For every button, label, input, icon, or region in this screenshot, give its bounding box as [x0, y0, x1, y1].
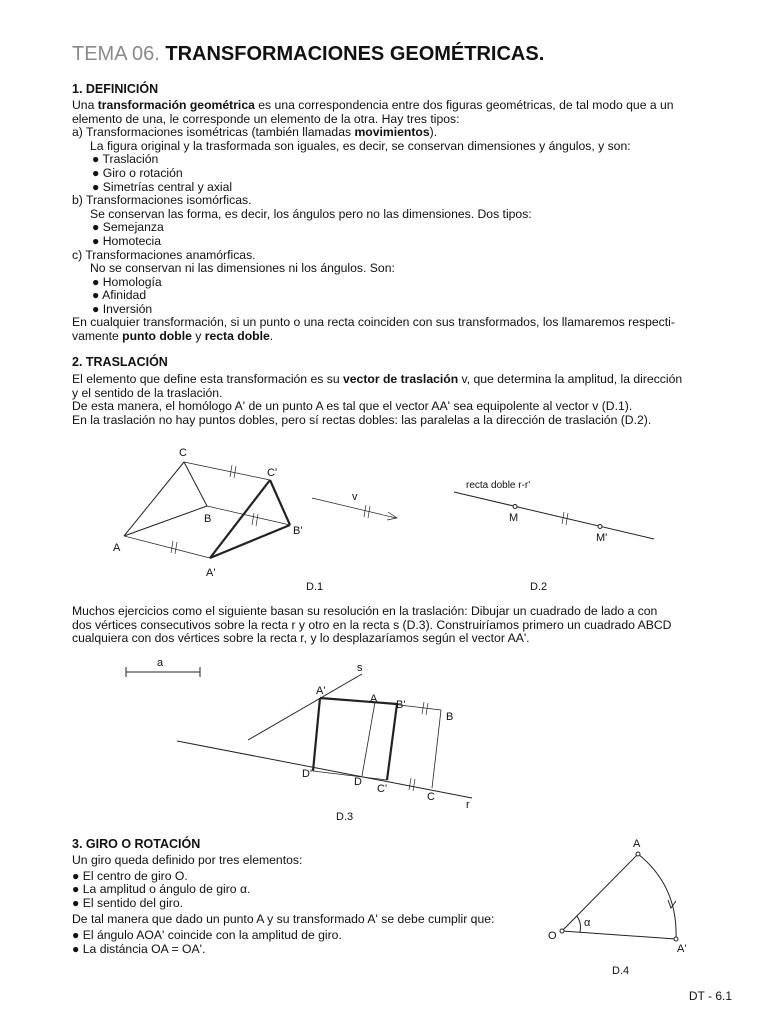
d2-label: recta doble r-r' [466, 480, 531, 491]
d3-label-c: C [427, 791, 435, 803]
text: c) Transformaciones anamórficas. [72, 247, 256, 262]
d1-caption: D.1 [306, 581, 324, 593]
topic-title: TRANSFORMACIONES GEOMÉTRICAS. [165, 43, 545, 65]
d3-label-r: r [466, 799, 470, 811]
d3-label-bp: B' [396, 699, 406, 711]
list-item: ● Inversión [92, 301, 153, 316]
d1-label-v: v [352, 491, 358, 503]
list-item: ● El centro de giro O. [72, 868, 188, 883]
section-1-final [72, 316, 752, 343]
list-item: ● Afinidad [92, 288, 147, 303]
d1-label-ap: A' [206, 567, 216, 579]
list-item: ● Simetrías central y axial [92, 179, 233, 194]
text: En cualquier transformación, si un punto o una recta coinciden con sus transformados, los llamaremos respecti- [72, 315, 675, 329]
section-1-heading: 1. DEFINICIÓN [72, 82, 159, 96]
d4-label-ap: A' [677, 943, 687, 955]
text: De esta manera, el homólogo A' de un punto A es tal que el vector AA' sea equipolente al vector v (D.1). [72, 399, 633, 414]
term-recta-doble: recta doble [204, 328, 270, 343]
text: b) Transformaciones isomórficas. [72, 193, 252, 208]
d3-label-cp: C' [377, 783, 388, 795]
text: elemento de una, le corresponde un elemento de la otra. Hay tres tipos: [72, 111, 460, 126]
text: Un giro queda definido por tres elementos: [72, 853, 303, 867]
section-3-body [72, 854, 542, 956]
figure-d3 [0, 652, 768, 832]
text: Muchos ejercicios como el siguiente basan su resolución en la traslación: Dibujar un cuadrado de lado a con [72, 604, 658, 618]
d2-caption: D.2 [530, 581, 548, 593]
text: De tal manera que dado un punto A y su transformado A' se debe cumplir que: [72, 912, 495, 927]
d1-label-bp: B' [293, 525, 303, 537]
text: vamente [72, 328, 123, 343]
d3-label-dp: D' [302, 768, 313, 780]
text: Se conservan las forma, es decir, los ángulos pero no las dimensiones. Dos tipos: [90, 206, 532, 221]
text: a) Transformaciones isométricas (también llamadas [72, 125, 355, 140]
list-item: ● La distáncia OA = OA'. [72, 941, 206, 956]
list-item: ● Homología [92, 274, 162, 289]
section-2-body [72, 373, 752, 427]
d3-label-b: B [446, 711, 454, 723]
section-2-heading: 2. TRASLACIÓN [72, 355, 168, 369]
d1-label-a: A [113, 542, 121, 554]
term-geometric-transformation: transformación geométrica [97, 98, 255, 112]
list-item: ● Semejanza [92, 220, 164, 235]
figure-d4 [540, 834, 720, 984]
text: y el sentido de la traslación. [72, 385, 223, 400]
list-item: ● Homotecia [92, 233, 162, 248]
d2-label-mp: M' [596, 532, 608, 544]
text: y [191, 328, 205, 343]
text: El elemento que define esta transformación es su [72, 372, 343, 386]
text: Una [72, 98, 98, 112]
d1-label-cp: C' [267, 467, 278, 479]
text: es una correspondencia entre dos figuras geométricas, de tal modo que a un [254, 98, 674, 112]
d2-label-m: M [509, 512, 519, 524]
section-3-heading: 3. GIRO O ROTACIÓN [72, 837, 201, 851]
d4-caption: D.4 [612, 965, 630, 977]
term-punto-doble: punto doble [122, 328, 192, 343]
d4-label-a: A [633, 838, 641, 850]
section-2-exercise [72, 605, 762, 646]
d4-label-alpha: α [584, 917, 591, 929]
topic-number: TEMA 06. [72, 43, 160, 65]
page-title [72, 43, 544, 66]
text: . [269, 328, 274, 343]
list-item: ● El ángulo AOA' coincide con la amplitud de giro. [72, 927, 342, 942]
list-item: ● El sentido del giro. [72, 895, 184, 910]
d3-label-s: s [357, 662, 363, 674]
list-item: ● Traslación [92, 152, 159, 167]
term-translation-vector: vector de traslación [343, 372, 459, 386]
d3-label-a: A [370, 693, 378, 705]
text: cualquiera con dos vértices sobre la recta r, y lo desplazaríamos según el vector AA'. [72, 631, 530, 646]
figures-d1-d2 [0, 440, 768, 600]
text: En la traslación no hay puntos dobles, pero sí rectas dobles: las paralelas a la dirección de traslación (D.2). [72, 412, 652, 427]
text: dos vértices consecutivos sobre la recta r y otro en la recta s (D.3). Construiríamos primero un cuadrado ABCD [72, 617, 672, 632]
term-movements: movimientos [354, 125, 430, 140]
d3-label-ap: A' [316, 685, 326, 697]
page-number: DT - 6.1 [688, 989, 732, 1003]
text: v, que determina la amplitud, la dirección [458, 372, 683, 386]
d1-label-c: C [179, 447, 187, 459]
list-item: ● Giro o rotación [92, 165, 183, 180]
text: La figura original y la trasformada son iguales, es decir, se conservan dimensiones y ángulos, y son: [90, 138, 631, 153]
text: ). [429, 125, 438, 140]
list-item: ● La amplitud o ángulo de giro α. [72, 882, 251, 897]
d3-label-a-side: a [157, 657, 164, 669]
section-1-body [72, 99, 752, 317]
d4-label-o: O [548, 930, 557, 942]
d1-label-b: B [204, 513, 212, 525]
d3-label-d: D [354, 776, 362, 788]
d3-caption: D.3 [336, 811, 354, 823]
text: No se conservan ni las dimensiones ni los ángulos. Son: [90, 261, 395, 276]
